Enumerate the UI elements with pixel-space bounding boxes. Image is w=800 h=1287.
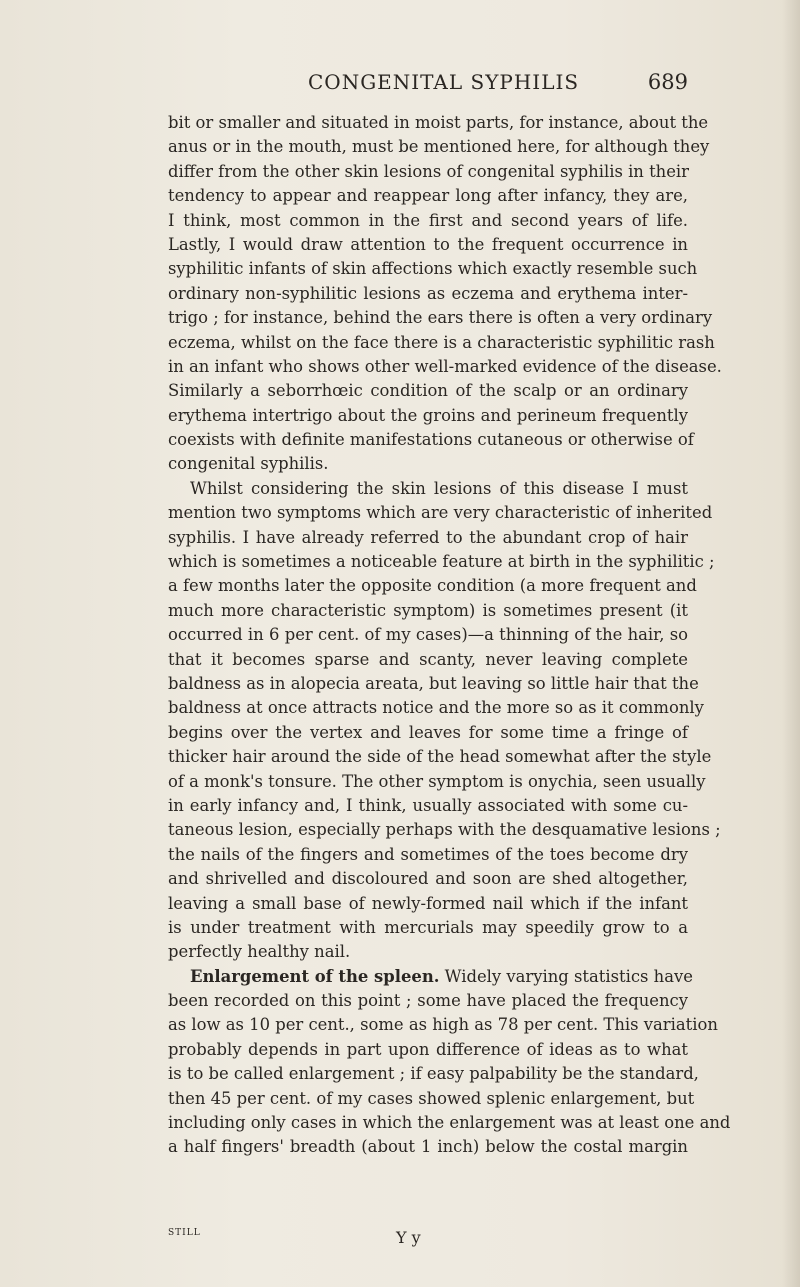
paragraphs (168, 111, 731, 1160)
paragraph-line: then 45 per cent. of my cases showed splenic enlargement, but (168, 1088, 695, 1108)
paragraph-line (168, 965, 693, 989)
paragraph-line: thicker hair around the side of the head somewhat after the style (168, 747, 712, 767)
paragraph-line: ordinary non-syphilitic lesions as eczema and erythema inter- (168, 283, 688, 303)
paragraph-line: probably depends in part upon difference of ideas as to what (168, 1039, 688, 1059)
paragraph-line: of a monk's tonsure. The other symptom is onychia, seen usually (168, 771, 706, 791)
paragraph-line: syphilitic infants of skin affections which exactly resemble such (168, 259, 698, 279)
paragraph-line: bit or smaller and situated in moist parts, for instance, about the (168, 113, 709, 132)
paragraph-line: anus or in the mouth, must be mentioned here, for although they (168, 137, 710, 157)
paragraph-line: in early infancy and, I think, usually associated with some cu- (168, 795, 688, 815)
paragraph-line: which is sometimes a noticeable feature at birth in the syphilitic ; (168, 552, 715, 572)
paragraph (168, 965, 731, 1160)
body-text (168, 111, 731, 1160)
paragraph-line: erythema intertrigo about the groins and perineum frequently (168, 405, 688, 425)
paragraph-line: perfectly healthy nail. (168, 942, 351, 962)
paragraph-line: eczema, whilst on the face there is a characteristic syphilitic rash (168, 332, 715, 352)
paragraph-line: mention two symptoms which are very characteristic of inherited (168, 503, 713, 523)
paragraph-line: Similarly a seborrhœic condition of the scalp or an ordinary (168, 381, 688, 401)
paragraph-line: much more characteristic symptom) is sometimes present (it (168, 600, 688, 620)
paragraph-line: is to be called enlargement ; if easy palpability be the standard, (168, 1064, 699, 1084)
paragraph-line: in an infant who shows other well-marked evidence of the disease. (168, 356, 722, 376)
paragraph-line: congenital syphilis. (168, 454, 329, 474)
paragraph-line: trigo ; for instance, behind the ears there is often a very ordinary (168, 308, 713, 328)
paragraph-line: been recorded on this point ; some have placed the frequency (168, 991, 688, 1011)
paragraph-line: syphilis. I have already referred to the abundant crop of hair (168, 527, 688, 547)
signature-catchword: Y y (396, 1228, 421, 1247)
heading-line-text: Widely varying statistics have (444, 966, 693, 986)
running-title: CONGENITAL SYPHILIS (308, 70, 580, 94)
paragraph-line: taneous lesion, especially perhaps with the desquamative lesions ; (168, 820, 721, 840)
paragraph-line: baldness at once attracts notice and the more so as it commonly (168, 698, 704, 718)
paragraph-line: a few months later the opposite condition (a more frequent and (168, 576, 697, 596)
paragraph-line: begins over the vertex and leaves for some time a fringe of (168, 722, 688, 742)
paragraph-line: Lastly, I would draw attention to the frequent occurrence in (168, 234, 688, 254)
paragraph (168, 111, 722, 477)
side-heading: Enlargement of the spleen. (190, 966, 440, 986)
paragraph-line: the nails of the fingers and sometimes of the toes become dry (168, 844, 688, 864)
signature-mark: STILL (168, 1228, 201, 1238)
paragraph (168, 477, 721, 965)
page-number: 689 (647, 70, 688, 94)
paragraph-line: Whilst considering the skin lesions of this disease I must (190, 478, 688, 498)
paragraph-line: baldness as in alopecia areata, but leaving so little hair that the (168, 673, 699, 693)
page-edge-shadow (782, 0, 800, 1287)
paragraph-line: occurred in 6 per cent. of my cases)—a thinning of the hair, so (168, 625, 688, 645)
paragraph-line: including only cases in which the enlargement was at least one and (168, 1113, 731, 1133)
paragraph-line: tendency to appear and reappear long after infancy, they are, (168, 186, 688, 206)
paragraph-line: I think, most common in the first and second years of life. (168, 210, 688, 230)
paragraph-line: that it becomes sparse and scanty, never leaving complete (168, 649, 688, 669)
paragraph-line: leaving a small base of newly-formed nail which if the infant (168, 893, 688, 913)
paragraph-line: and shrivelled and discoloured and soon are shed altogether, (168, 869, 688, 889)
running-head (168, 70, 688, 100)
paragraph-line: as low as 10 per cent., some as high as 78 per cent. This variation (168, 1015, 718, 1035)
paragraph-line: coexists with definite manifestations cutaneous or otherwise of (168, 430, 694, 450)
paragraph-line: a half fingers' breadth (about 1 inch) below the costal margin (168, 1137, 688, 1157)
paragraph-line: differ from the other skin lesions of congenital syphilis in their (168, 161, 689, 181)
paragraph-line: is under treatment with mercurials may speedily grow to a (168, 917, 688, 937)
page-footer (168, 1228, 688, 1268)
